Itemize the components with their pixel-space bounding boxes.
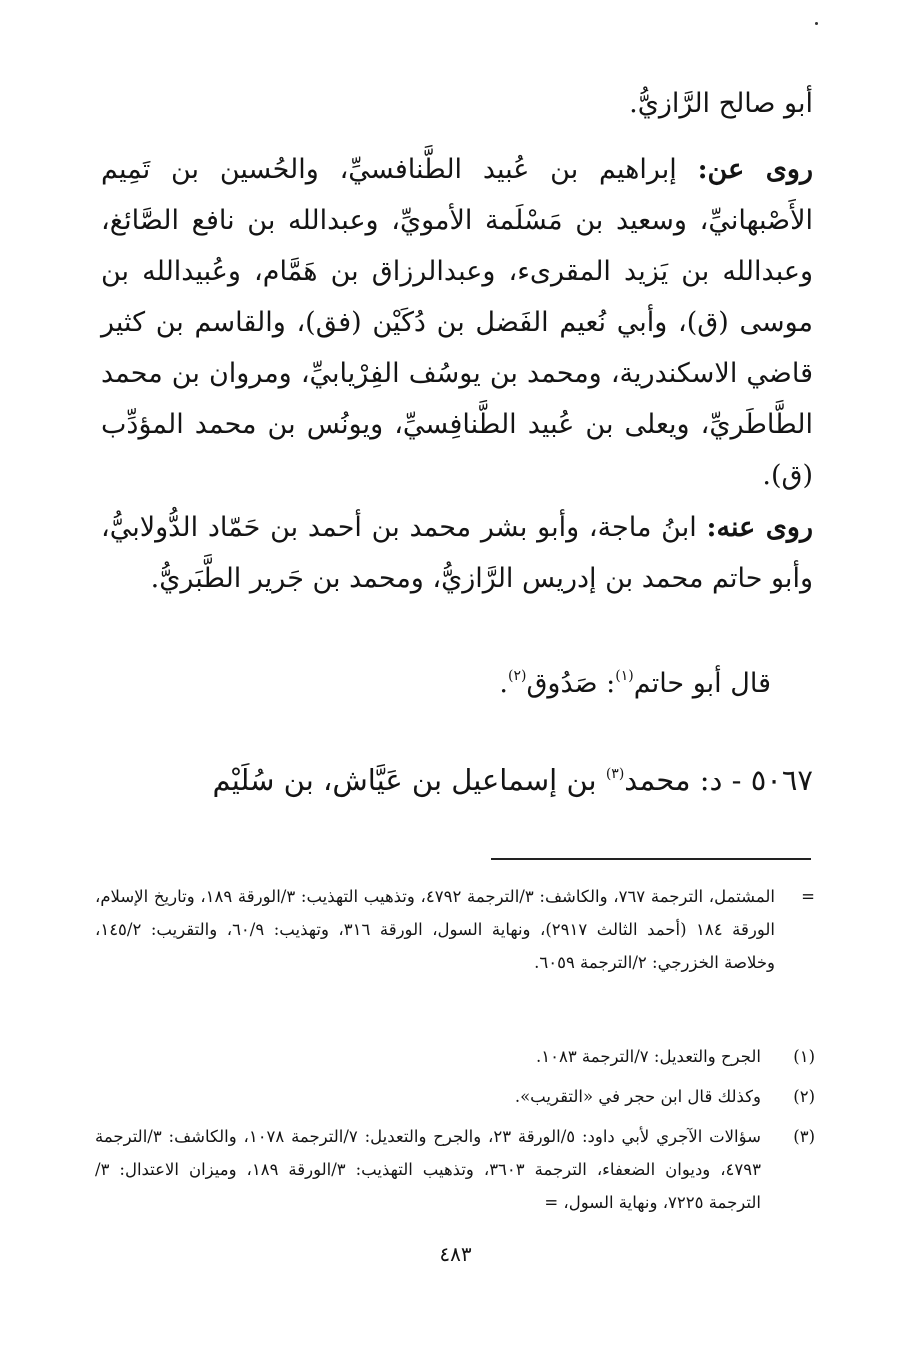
verdict-word: صَدُوق (526, 668, 598, 699)
narrated-from-label: روى عن: (697, 154, 813, 185)
entry-heading (101, 755, 813, 812)
footnote-ref-1: (١) (615, 668, 634, 684)
entry-name: بن إسماعيل بن عَيَّاش، بن سُلَيْم (212, 763, 597, 797)
narrated-from-text: إبراهيم بن عُبيد الطَّنافسيِّ، والحُسين بن تَمِيم الأَصْبهانيِّ، وسعيد بن مَسْلَمة الأمويِّ، وعبدالله بن نافع الصَّائغ، وعبدالله بن يَزيد المقرىء، وعبدالرزاق بن هَمَّام، وعُبيدالله بن موسى (ق)، وأبي نُعيم الفَضل بن دُكَيْن (فق)، والقاسم بن كثير قاضي الاسكندرية، ومحمد بن يوسُف الفِرْيابيِّ، ومروان بن محمد الطَّاطَريِّ، ويعلى بن عُبيد الطَّنافِسيِّ، ويونُس بن محمد المؤدِّب (ق). (101, 154, 813, 491)
page-number: ٤٨٣ (439, 1242, 472, 1266)
footnote-3 (95, 1120, 815, 1219)
footnote-ref-2: (٢) (507, 668, 527, 684)
continued-marker: = (801, 887, 815, 906)
footnote-text: وكذلك قال ابن حجر في «التقريب». (514, 1087, 761, 1106)
verdict-end: . (499, 668, 508, 699)
footnote-text: الجرح والتعديل: ٧/الترجمة ١٠٨٣. (535, 1047, 761, 1066)
narrated-by-label: روى عنه: (706, 512, 813, 543)
continued-footnote (95, 880, 815, 979)
verdict-colon: : (606, 668, 616, 699)
corner-dot (815, 22, 818, 25)
footnote-number: (٢) (793, 1087, 815, 1106)
footnote-2 (95, 1080, 815, 1113)
abu-hatim-verdict (121, 658, 771, 714)
opening-line (101, 78, 813, 129)
entry-prefix: ٥٠٦٧ - د: محمد (624, 763, 813, 797)
footnote-1 (95, 1040, 815, 1073)
narrated-by-paragraph (101, 502, 813, 604)
footnote-text: سؤالات الآجري لأبي داود: ٥/الورقة ٢٣، والجرح والتعديل: ٧/الترجمة ١٠٧٨، والكاشف: ٣/الترجمة ٤٧٩٣، وديوان الضعفاء، الترجمة ٣٦٠٣، وتذهيب التهذيب: ٣/الورقة ١٨٩، وميزان الاعتدال: ٣/الترجمة ٧٢٢٥، ونهاية السول، = (95, 1127, 761, 1212)
footnote-number: (٣) (793, 1127, 815, 1146)
narrated-by-text: ابنُ ماجة، وأبو بشر محمد بن أحمد بن حَمّاد الدُّولابيُّ، وأبو حاتم محمد بن إدريس الرَّازيُّ، ومحمد بن جَرير الطَّبَريُّ. (101, 512, 813, 594)
footnote-separator (491, 858, 811, 860)
verdict-intro: قال أبو حاتم (633, 668, 771, 699)
narrated-from-paragraph (101, 144, 813, 501)
footnote-number: (١) (793, 1047, 815, 1066)
continued-footnote-text: المشتمل، الترجمة ٧٦٧، والكاشف: ٣/الترجمة ٤٧٩٢، وتذهيب التهذيب: ٣/الورقة ١٨٩، وتاريخ الإسلام، الورقة ١٨٤ (أحمد الثالث ٢٩١٧)، ونهاية السول، الورقة ٣١٦، وتهذيب: ٦٠/٩، والتقريب: ١٤٥/٢، وخلاصة الخزرجي: ٢/الترجمة ٦٠٥٩. (95, 887, 776, 972)
opening-line-text: أبو صالح الرَّازيُّ. (629, 88, 813, 119)
footnote-ref-3: (٣) (605, 766, 625, 782)
